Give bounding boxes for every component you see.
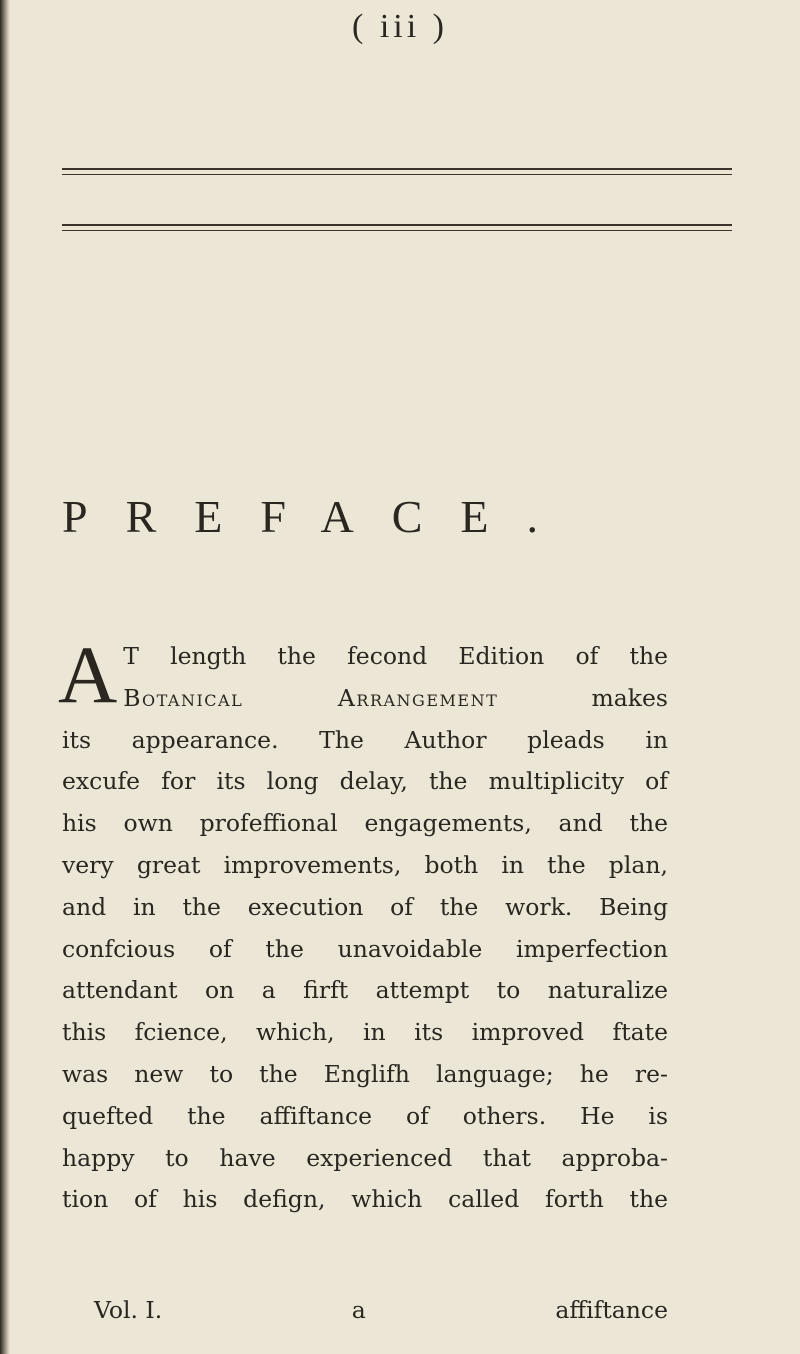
catchword: affiftance — [555, 1296, 668, 1324]
preface-body — [58, 629, 668, 1221]
body-line: attendant on a firft attempt to naturalize — [62, 976, 668, 1005]
body-line: quefted the affiftance of others. He is — [62, 1101, 668, 1130]
page-binding-edge — [0, 0, 10, 1354]
drop-cap: A — [58, 629, 118, 720]
body-line: and in the execution of the work. Being — [62, 892, 668, 921]
body-line: tion of his defign, which called forth the — [62, 1185, 668, 1214]
work-title-smallcaps: Botanical Arrangement — [123, 683, 499, 712]
first-line-text: T length the fecond Edition of the — [123, 642, 668, 670]
volume-marker: Vol. I. — [94, 1296, 163, 1324]
body-line: was new to the Englifh language; he re- — [62, 1059, 668, 1088]
body-line: excufe for its long delay, the multiplicity of — [62, 767, 668, 796]
signature-mark: a — [351, 1296, 366, 1324]
body-line-2 — [62, 678, 668, 720]
body-line: his own profeffional engagements, and the — [62, 809, 668, 838]
page-number: ( iii ) — [352, 8, 448, 45]
top-rule-thin — [62, 174, 732, 175]
second-rule-thin — [62, 230, 732, 231]
body-line-1 — [62, 636, 668, 678]
body-line: very great improvements, both in the plan, — [62, 850, 668, 879]
body-line: happy to have experienced that approba- — [62, 1143, 668, 1172]
body-line: its appearance. The Author pleads in — [62, 725, 668, 754]
page-footer — [94, 1296, 668, 1324]
body-line: confcious of the unavoidable imperfection — [62, 934, 668, 963]
second-line-tail: makes — [498, 683, 668, 712]
second-rule — [62, 224, 732, 226]
top-rule — [62, 168, 732, 170]
page-title: PREFACE. — [62, 491, 577, 542]
body-line: this fcience, which, in its improved ftate — [62, 1018, 668, 1047]
